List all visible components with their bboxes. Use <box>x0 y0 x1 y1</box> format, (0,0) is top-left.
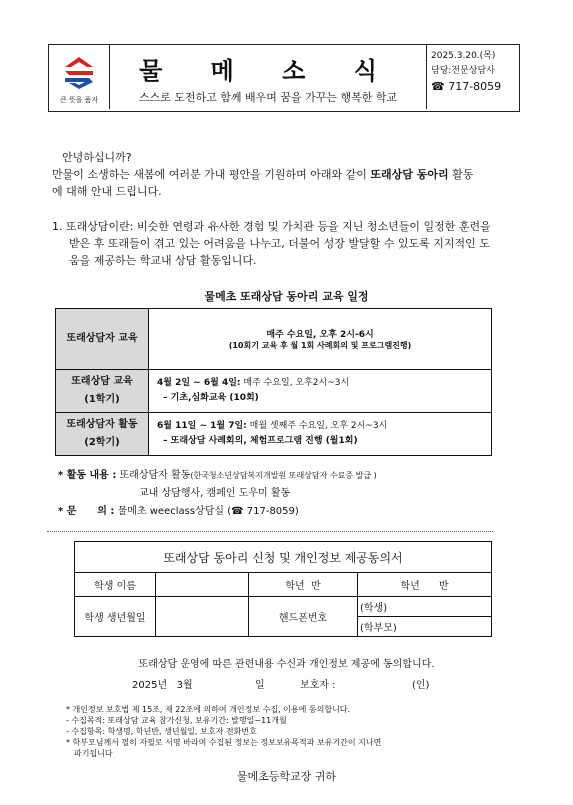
schedule-row-label: 또래상담 교육 (1학기) <box>56 370 149 413</box>
cut-line <box>47 531 493 532</box>
header-meta <box>431 49 519 94</box>
section1-line1: 1. 또래상담이란: 비슷한 연령과 유사한 경험 및 가치관 등을 지닌 청소년들이 일정한 훈련을 <box>52 220 491 233</box>
logo-caption: 큰 뜻을 품자 <box>59 96 99 104</box>
student-name-label: 학생 이름 <box>75 573 156 597</box>
consent-day: 일 <box>255 680 265 691</box>
birth-label: 학생 생년월일 <box>75 597 156 637</box>
phone-label: 핸드폰번호 <box>249 597 358 637</box>
school-logo <box>49 45 110 109</box>
title-box <box>110 45 427 109</box>
schedule-row-content: 매주 수요일, 오후 2시-6시 (10회기 교육 후 월 1회 사례회의 및 프로그램진행) <box>149 309 492 370</box>
application-form <box>74 541 492 637</box>
inquiry-note: * 문 의 : 물메초 weeclass상담실 (☎ 717-8059) <box>58 506 299 517</box>
grade-class-field[interactable]: 학년 반 <box>358 573 492 597</box>
schedule-row <box>56 413 492 456</box>
activity-note-line2: 교내 상담행사, 캠페인 도우미 활동 <box>139 488 291 499</box>
school-motto: 스스로 도전하고 함께 배우며 꿈을 가꾸는 행복한 학교 <box>138 91 398 104</box>
principal-signature: 물메초등학교장 귀하 <box>236 770 337 783</box>
school-logo-icon <box>49 45 109 95</box>
greeting-line3: 에 대해 안내 드립니다. <box>52 185 162 198</box>
contact-person: 담당:전문상담사 <box>431 66 495 76</box>
consent-statement: 또래상담 운영에 따른 관련내용 수신과 개인정보 제공에 동의합니다. <box>138 659 435 670</box>
seal-mark: (인) <box>412 680 430 691</box>
schedule-row-label: 또래상담자 교육 <box>56 309 149 370</box>
schedule-title: 물메초 또래상담 동아리 교육 일정 <box>204 290 369 303</box>
activity-note: * 활동 내용 : 또래상담자 활동(한국청소년상담복지개발원 또래상담자 수료증 발급 ) <box>58 470 377 481</box>
student-phone-field[interactable]: (학생) <box>358 597 492 617</box>
student-name-field[interactable] <box>156 573 249 597</box>
schedule-row-content: 6월 11일 ~ 1월 7일: 매월 셋째주 수요일, 오후 2시~3시 – 또래상담 사례회의, 체험프로그램 진행 (월1회) <box>149 413 492 456</box>
consent-date: 2025년 3월 <box>132 680 193 691</box>
greeting-club-name: 또래상담 동아리 <box>370 168 449 181</box>
issue-date: 2025.3.20.(목) <box>431 51 496 61</box>
section1-line3: 움을 제공하는 학교내 상담 활동입니다. <box>69 254 257 267</box>
parent-phone-field[interactable]: (학부모) <box>358 617 492 637</box>
schedule-table <box>55 308 492 456</box>
form-title: 또래상담 동아리 신청 및 개인정보 제공동의서 <box>75 542 492 573</box>
schedule-row-label: 또래상담자 활동 (2학기) <box>56 413 149 456</box>
greeting-line1: 안녕하십니까? <box>62 151 132 164</box>
schedule-row <box>56 309 492 370</box>
guardian-label[interactable]: 보호자 : <box>300 680 336 691</box>
newsletter-header <box>48 44 520 112</box>
privacy-notes: * 개인정보 보호법 제 15조, 제 22조에 의하여 개인정보 수집, 이용에 동의합니다. - 수집목적: 또래상담 교육 참가신청, 보유기간: 발행일~11개월 - 수집항목: 학생명, 학년반, 생년월일, 보호자 전화번호 * 학부모님께서 필히 자필로 서명 바라며 수집된 정보는 정보보유목적과 보유기간이 지나면 파기됩니다 <box>66 705 382 758</box>
grade-class-label: 학년 반 <box>249 573 358 597</box>
contact-phone: ☎ 717-8059 <box>431 80 502 93</box>
section1-line2: 받은 후 또래들이 겪고 있는 어려움을 나누고, 더불어 성장 발달할 수 있도록 지지적인 도 <box>69 237 490 250</box>
birth-field[interactable] <box>156 597 249 637</box>
schedule-row <box>56 370 492 413</box>
newsletter-title: 물 메 소 식 <box>139 57 397 85</box>
schedule-row-content: 4월 2일 ~ 6월 4일: 매주 수요일, 오후2시~3시 – 기초,심화교육 (10회) <box>149 370 492 413</box>
greeting-line2: 만물이 소생하는 새봄에 여러분 가내 평안을 기원하며 아래와 같이 또래상담 동아리 활동 <box>52 168 474 181</box>
